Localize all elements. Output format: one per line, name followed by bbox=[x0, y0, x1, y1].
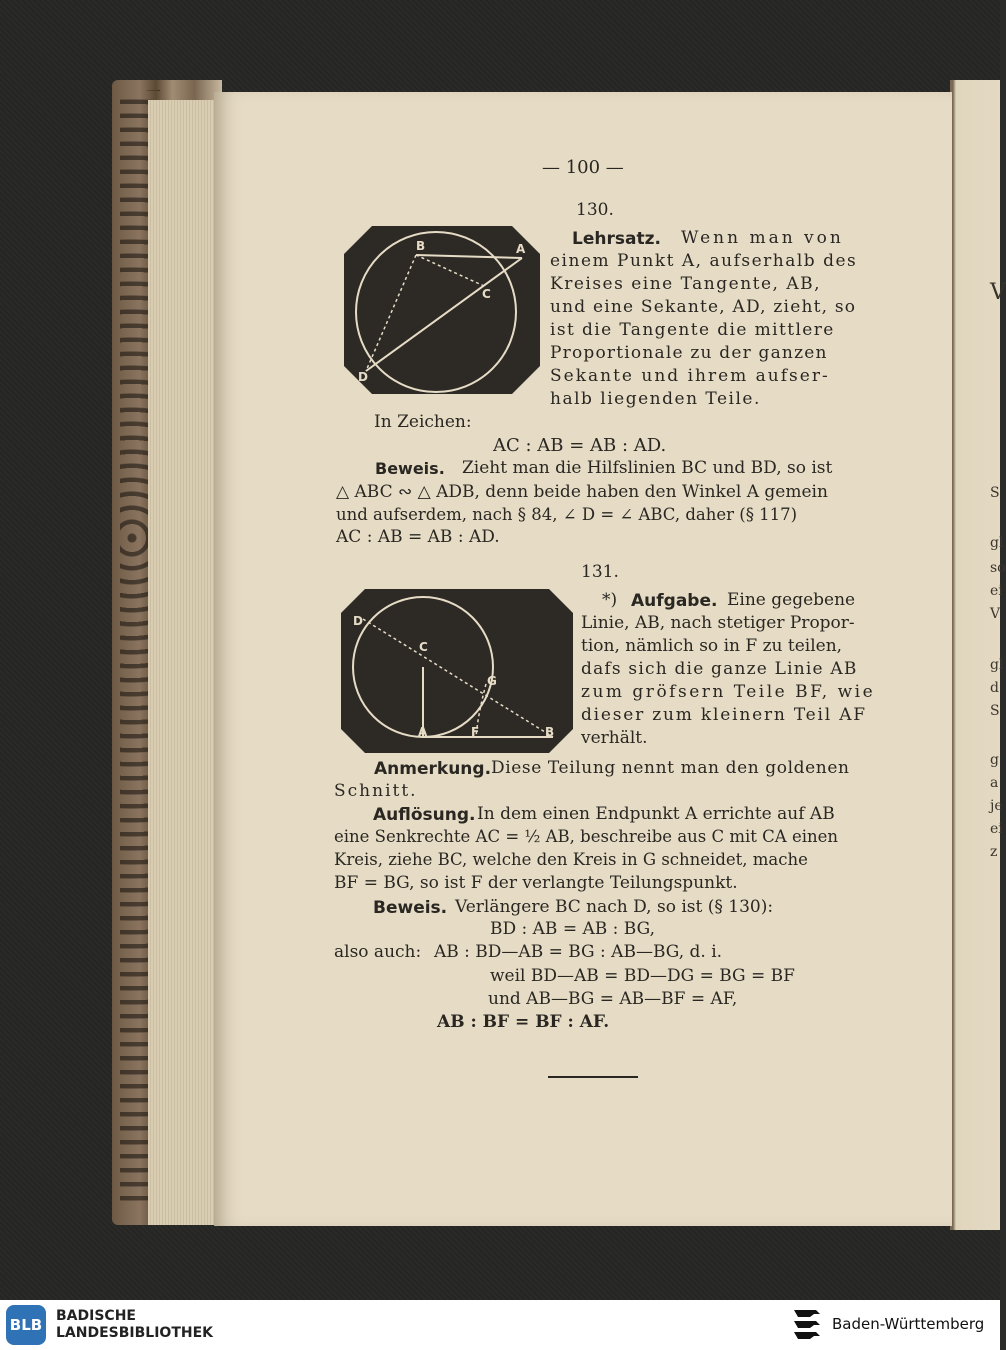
blb-logo[interactable]: BLB bbox=[6, 1305, 46, 1345]
library-name-line1: BADISCHE bbox=[56, 1308, 136, 1324]
beweis-heading-131: Beweis. bbox=[373, 898, 448, 918]
figure-label-d: D bbox=[353, 614, 363, 628]
coat-of-arms-icon bbox=[790, 1306, 826, 1344]
aufgabe-line: tion, nämlich so in F zu teilen, bbox=[581, 636, 843, 656]
formula-130: AC : AB = AB : AD. bbox=[493, 435, 667, 456]
figure-golden-section bbox=[341, 589, 573, 753]
lehrsatz-line: ist die Tangente die mittlere bbox=[550, 320, 835, 340]
next-page-fragment: z bbox=[990, 844, 998, 860]
next-page-fragment: so bbox=[990, 560, 1006, 576]
in-zeichen-label: In Zeichen: bbox=[374, 412, 472, 432]
also-auch-label: also auch: bbox=[334, 942, 422, 962]
anmerkung-text: Diese Teilung nennt man den goldenen bbox=[491, 758, 850, 778]
next-page-fragment: ei bbox=[990, 821, 1003, 837]
beweis-line-130: Zieht man die Hilfslinien BC und BD, so ist bbox=[462, 458, 833, 478]
equation: AB : BD—AB = BG : AB—BG, d. i. bbox=[434, 942, 723, 962]
section-divider bbox=[548, 1076, 638, 1078]
equation-result: AB : BF = BF : AF. bbox=[437, 1012, 610, 1032]
next-page-fragment: d bbox=[990, 680, 999, 696]
beweis-line-130: AC : AB = AB : AD. bbox=[336, 527, 500, 547]
beweis-line-130: und aufserdem, nach § 84, ∠ D = ∠ ABC, daher (§ 117) bbox=[336, 505, 798, 524]
figure-label-b: B bbox=[416, 239, 426, 253]
section-number-131: 131. bbox=[581, 562, 619, 582]
figure-label-d: D bbox=[358, 370, 368, 384]
next-page-fragment: V bbox=[990, 280, 1006, 305]
next-page-fragment: V bbox=[990, 606, 1001, 622]
aufgabe-line: dafs sich die ganze Linie AB bbox=[581, 659, 858, 679]
next-page-fragment: S bbox=[990, 703, 1000, 719]
library-name[interactable] bbox=[56, 1308, 213, 1342]
anmerkung-heading: Anmerkung. bbox=[374, 759, 492, 779]
figure-label-c: C bbox=[419, 640, 428, 654]
footer-bar bbox=[0, 1300, 1000, 1350]
state-name[interactable]: Baden-Württemberg bbox=[832, 1315, 985, 1333]
aufgabe-line: Eine gegebene bbox=[727, 590, 856, 610]
aufloesung-line: In dem einen Endpunkt A errichte auf AB bbox=[477, 804, 835, 824]
aufgabe-line: zum gröfsern Teile BF, wie bbox=[581, 682, 876, 702]
next-page-fragment: gl bbox=[990, 657, 1004, 673]
next-page-edge bbox=[950, 80, 1006, 1230]
beweis-line-130: △ ABC ∾ △ ADB, denn beide haben den Winkel A gemein bbox=[336, 482, 828, 502]
aufgabe-line: Linie, AB, nach stetiger Propor- bbox=[581, 613, 855, 633]
beweis-line-131: Verlängere BC nach D, so ist (§ 130): bbox=[455, 897, 774, 917]
library-name-line2: LANDESBIBLIOTHEK bbox=[56, 1325, 214, 1341]
figure-tangent-secant bbox=[344, 226, 540, 394]
lehrsatz-heading: Lehrsatz. bbox=[572, 229, 661, 249]
next-page-fragment: gl bbox=[990, 535, 1004, 551]
lehrsatz-line: und eine Sekante, AD, zieht, so bbox=[550, 297, 857, 317]
equation: BD : AB = AB : BG, bbox=[490, 919, 655, 939]
equation: weil BD—AB = BD—DG = BG = BF bbox=[490, 966, 795, 986]
anmerkung-text: Schnitt. bbox=[334, 781, 418, 801]
next-page-fragment: a bbox=[990, 775, 999, 791]
next-page-fragment: g bbox=[990, 752, 999, 768]
footnote-marker: *) bbox=[602, 590, 618, 610]
lehrsatz-line: Sekante und ihrem aufser- bbox=[550, 366, 830, 386]
figure-label-a: A bbox=[418, 725, 428, 739]
figure-label-b: B bbox=[545, 725, 555, 739]
next-page-fragment: je bbox=[990, 798, 1003, 814]
equation: und AB—BG = AB—BF = AF, bbox=[488, 989, 738, 1009]
next-page-fragment: ei bbox=[990, 583, 1003, 599]
aufgabe-line: verhält. bbox=[581, 728, 648, 748]
aufloesung-heading: Auflösung. bbox=[373, 805, 476, 825]
figure-label-f: F bbox=[471, 725, 480, 739]
next-page-fragment: S bbox=[990, 485, 1000, 501]
page-stack bbox=[148, 100, 218, 1225]
aufloesung-line: BF = BG, so ist F der verlangte Teilungspunkt. bbox=[334, 873, 738, 893]
lehrsatz-line: Wenn man von bbox=[681, 228, 844, 248]
page-number: — 100 — bbox=[542, 157, 624, 178]
lehrsatz-line: halb liegenden Teile. bbox=[550, 389, 761, 409]
figure-label-g: G bbox=[487, 674, 497, 688]
figure-label-a: A bbox=[516, 242, 526, 256]
aufloesung-line: eine Senkrechte AC = ½ AB, beschreibe aus C mit CA einen bbox=[334, 827, 839, 846]
lehrsatz-line: Kreises eine Tangente, AB, bbox=[550, 274, 822, 294]
aufgabe-line: dieser zum kleinern Teil AF bbox=[581, 705, 867, 725]
aufgabe-heading: Aufgabe. bbox=[631, 591, 718, 611]
aufloesung-line: Kreis, ziehe BC, welche den Kreis in G schneidet, mache bbox=[334, 850, 808, 869]
lehrsatz-line: Proportionale zu der ganzen bbox=[550, 343, 828, 363]
figure-label-c: C bbox=[482, 287, 491, 301]
section-number-130: 130. bbox=[576, 200, 614, 220]
beweis-heading-130: Beweis. bbox=[375, 459, 445, 478]
lehrsatz-line: einem Punkt A, aufserhalb des bbox=[550, 251, 858, 271]
